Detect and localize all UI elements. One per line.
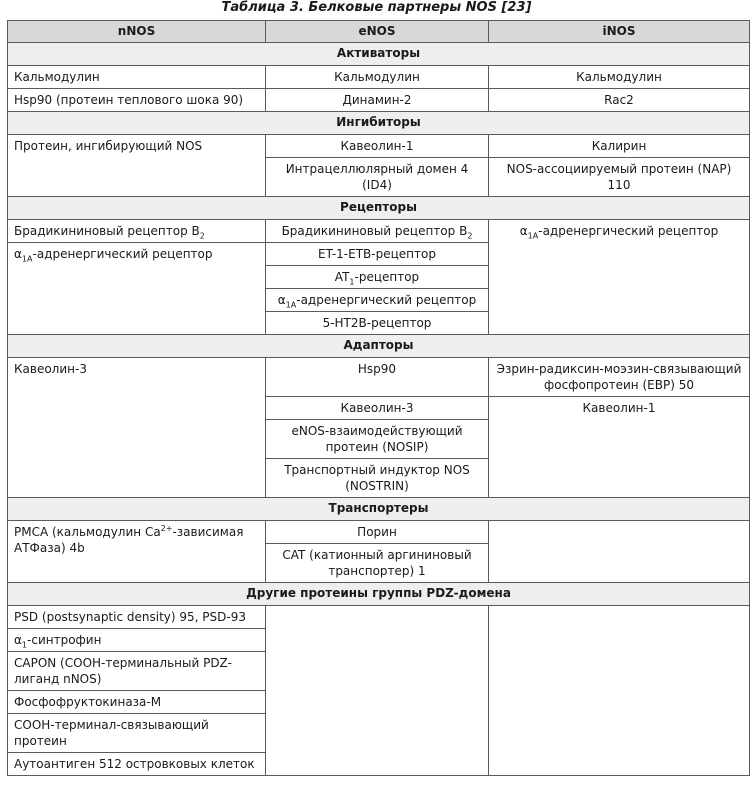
subscript: 1 (21, 640, 28, 650)
table-cell: Аутоантиген 512 островковых клеток (8, 753, 266, 776)
section-row (8, 112, 750, 135)
subscript: 2 (199, 231, 205, 241)
table-cell: Эзрин-радиксин-моэзин-связывающий фосфопротеин (EBP) 50 (489, 358, 750, 397)
table-cell: PSD (postsynaptic density) 95, PSD-93 (8, 606, 266, 629)
cell-text: -синтрофин (27, 633, 102, 647)
nos-partners-table (7, 20, 750, 776)
cell-text: α (519, 224, 528, 238)
section-title-receptors: Рецепторы (8, 197, 750, 220)
table-cell: CAPON (COOH-терминальный PDZ-лиганд nNOS) (8, 652, 266, 691)
cell-text: PMCA (кальмодулин Ca (14, 525, 161, 539)
table-cell (489, 220, 750, 335)
cell-text: -зависимая АТФаза) 4b (14, 525, 244, 555)
table-cell: CAT (катионный аргининовый транспортер) 1 (266, 544, 489, 583)
table-cell: COOH-терминал-связывающий протеин (8, 714, 266, 753)
empty-cell (266, 606, 489, 776)
table-cell: Кавеолин-3 (266, 397, 489, 420)
table-cell: Транспортный индуктор NOS (NOSTRIN) (266, 459, 489, 498)
subscript: 1A (21, 254, 33, 264)
table-row (8, 66, 750, 89)
header-enos: eNOS (266, 21, 489, 43)
table-cell: Кавеолин-3 (8, 358, 266, 498)
cell-text: -адренергический рецептор (32, 247, 213, 261)
cell-text: -адренергический рецептор (296, 293, 477, 307)
cell-text: α (277, 293, 286, 307)
table-cell: Кальмодулин (266, 66, 489, 89)
table-cell: Кальмодулин (8, 66, 266, 89)
header-inos: iNOS (489, 21, 750, 43)
superscript: 2+ (160, 524, 173, 533)
table-cell (266, 220, 489, 243)
subscript: 1A (527, 231, 539, 241)
table-cell: ET-1-ETB-рецептор (266, 243, 489, 266)
section-title-activators: Активаторы (8, 43, 750, 66)
table-cell: Hsp90 (протеин теплового шока 90) (8, 89, 266, 112)
subscript: 2 (467, 231, 473, 241)
table-row (8, 135, 750, 158)
cell-text: AT (334, 270, 350, 284)
table-row (8, 521, 750, 544)
section-title-adaptors: Адапторы (8, 335, 750, 358)
table-cell: Кавеолин-1 (266, 135, 489, 158)
table-cell: Кальмодулин (489, 66, 750, 89)
section-row (8, 197, 750, 220)
table-cell (8, 243, 266, 335)
subscript: 1 (349, 277, 355, 287)
table-cell: Rac2 (489, 89, 750, 112)
empty-cell (489, 521, 750, 583)
section-row (8, 583, 750, 606)
section-title-inhibitors: Ингибиторы (8, 112, 750, 135)
table-cell: Порин (266, 521, 489, 544)
table-cell: Интрацеллюлярный домен 4 (ID4) (266, 158, 489, 197)
table-cell (8, 220, 266, 243)
subscript: 1A (285, 300, 297, 310)
cell-text: α (14, 633, 22, 647)
table-cell (266, 289, 489, 312)
cell-text: Брадикининовый рецептор B (281, 224, 468, 238)
table-cell: Динамин-2 (266, 89, 489, 112)
table-cell (8, 521, 266, 583)
table-cell: NOS-ассоциируемый протеин (NAP) 110 (489, 158, 750, 197)
table-cell: Кавеолин-1 (489, 397, 750, 498)
section-row (8, 335, 750, 358)
table-row (8, 358, 750, 397)
table-row (8, 220, 750, 243)
empty-cell (489, 606, 750, 776)
table-cell (8, 629, 266, 652)
table-cell: Hsp90 (266, 358, 489, 397)
table-cell: Калирин (489, 135, 750, 158)
cell-text: -рецептор (354, 270, 420, 284)
cell-text: Брадикининовый рецептор B (14, 224, 200, 238)
header-nnos: nNOS (8, 21, 266, 43)
table-cell: 5-HT2B-рецептор (266, 312, 489, 335)
table-caption: Таблица 3. Белковые партнеры NOS [23] (221, 0, 532, 15)
section-row (8, 498, 750, 521)
cell-text: α (14, 247, 22, 261)
table-cell: eNOS-взаимодействующий протеин (NOSIP) (266, 420, 489, 459)
cell-text: -адренергический рецептор (538, 224, 719, 238)
header-row (8, 21, 750, 43)
section-title-pdz: Другие протеины группы PDZ-домена (8, 583, 750, 606)
table-row (8, 89, 750, 112)
table-cell: Протеин, ингибирующий NOS (8, 135, 266, 197)
table-cell (266, 266, 489, 289)
section-title-transporters: Транспортеры (8, 498, 750, 521)
section-row (8, 43, 750, 66)
table-row (8, 606, 750, 629)
table-cell: Фосфофруктокиназа-М (8, 691, 266, 714)
